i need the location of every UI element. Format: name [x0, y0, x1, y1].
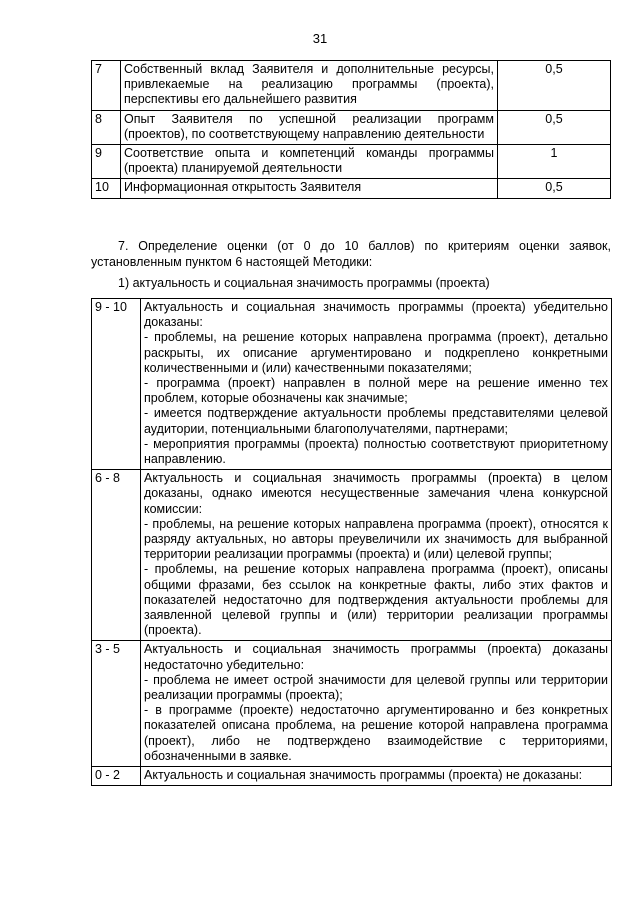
criteria-text: Соответствие опыта и компетенций команды программы (проекта) планируемой деятельности	[121, 145, 498, 179]
paragraph-7: 7. Определение оценки (от 0 до 10 баллов) по критериям оценки заявок, установленным пунктом 6 настоящей Методики:	[91, 239, 611, 269]
page-number: 31	[312, 31, 328, 46]
criteria-number: 10	[92, 179, 121, 198]
criteria-text: Собственный вклад Заявителя и дополнительные ресурсы, привлекаемые на реализацию программы (проекта), перспективы его дальнейшего развития	[121, 61, 498, 111]
description-heading: Актуальность и социальная значимость программы (проекта) в целом доказаны, однако имеются несущественные замечания члена конкурсной комиссии:	[144, 471, 608, 516]
scoring-row	[92, 767, 612, 786]
description-heading: Актуальность и социальная значимость программы (проекта) не доказаны:	[144, 768, 583, 783]
score-range: 3 - 5	[92, 641, 141, 767]
criteria-row	[92, 110, 611, 144]
scoring-table	[91, 298, 612, 786]
criteria-row	[92, 179, 611, 198]
description-item: - в программе (проекте) недостаточно аргументированно и без конкретных показателей описана проблема, на решение которой направлена программа (проект), либо не подтверждено взаимодействие с территориями, обозначенными в заявке.	[144, 703, 608, 763]
scoring-row	[92, 299, 612, 470]
score-description	[141, 299, 612, 470]
criteria-text: Опыт Заявителя по успешной реализации программ (проектов), по соответствующему направлению деятельности	[121, 110, 498, 144]
description-item: - имеется подтверждение актуальности проблемы представителями целевой аудитории, потенциальными благополучателями, партнерами;	[144, 406, 608, 436]
criteria-score: 0,5	[498, 179, 611, 198]
criteria-score: 0,5	[498, 110, 611, 144]
score-description	[141, 767, 612, 786]
score-range: 6 - 8	[92, 470, 141, 641]
criteria-score: 0,5	[498, 61, 611, 111]
score-range: 0 - 2	[92, 767, 141, 786]
description-item: - проблема не имеет острой значимости для целевой группы или территории реализации программы (проекта);	[144, 672, 608, 703]
criteria-table	[91, 60, 611, 199]
criteria-row	[92, 145, 611, 179]
description-item: - программа (проект) направлен в полной мере на решение именно тех проблем, которые обозначены как значимые;	[144, 376, 608, 406]
score-range: 9 - 10	[92, 299, 141, 470]
description-item: - проблемы, на решение которых направлена программа (проект), относятся к разряду актуальных, но авторы преувеличили их значимость для выбранной территории реализации программы (проекта) и (или) целевой группы;	[144, 516, 608, 562]
score-description	[141, 470, 612, 641]
criteria-number: 7	[92, 61, 121, 111]
criteria-number: 9	[92, 145, 121, 179]
description-item: - проблемы, на решение которых направлена программа (проект), описаны общими фразами, без ссылок на конкретные факты, либо этих фактов и показателей недостаточно для подтверждения актуальности проблемы для заявленной целевой группы и (или) территории реализации программы (проекта).	[144, 562, 608, 638]
criteria-score: 1	[498, 145, 611, 179]
criteria-text: Информационная открытость Заявителя	[121, 179, 498, 198]
description-item: - мероприятия программы (проекта) полностью соответствуют приоритетному направлению.	[144, 436, 608, 467]
scoring-row	[92, 641, 612, 767]
description-heading: Актуальность и социальная значимость программы (проекта) доказаны недостаточно убедительно:	[144, 642, 608, 672]
description-heading: Актуальность и социальная значимость программы (проекта) убедительно доказаны:	[144, 300, 608, 330]
description-item: - проблемы, на решение которых направлена программа (проект), детально раскрыты, их описание аргументировано и подкреплено конкретными количественными и (или) качественными показателями;	[144, 330, 608, 375]
scoring-row	[92, 470, 612, 641]
criteria-number: 8	[92, 110, 121, 144]
subpoint-1: 1) актуальность и социальная значимость программы (проекта)	[118, 276, 490, 290]
score-description	[141, 641, 612, 767]
criteria-row	[92, 61, 611, 111]
